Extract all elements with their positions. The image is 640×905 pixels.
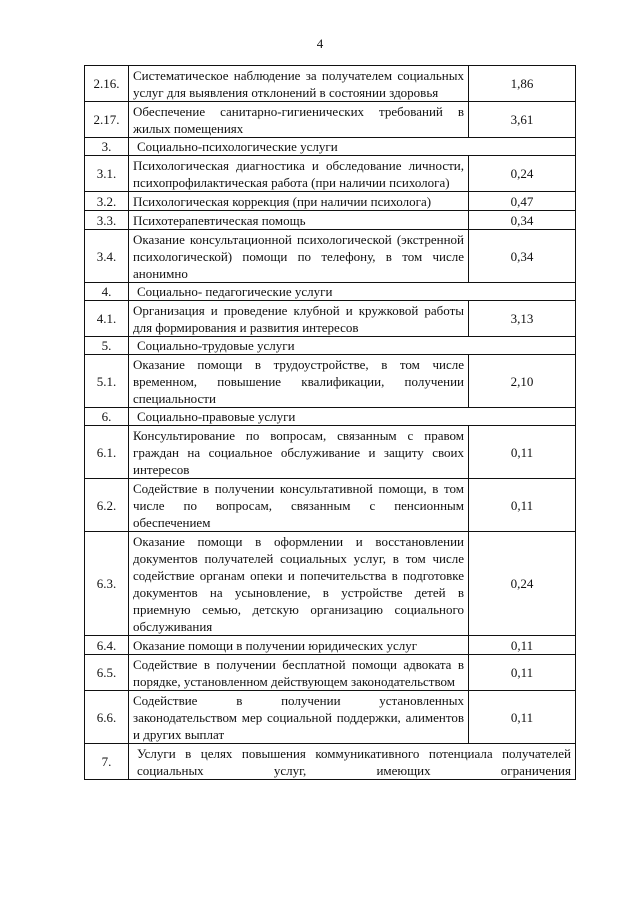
row-number: 3.1. bbox=[85, 156, 129, 192]
section-title: Услуги в целях повышения коммуникативного потенциала получателей социальных услуг, имеющих ограничения bbox=[129, 744, 576, 780]
service-row bbox=[85, 230, 576, 283]
service-row bbox=[85, 355, 576, 408]
service-row bbox=[85, 66, 576, 102]
page-number: 4 bbox=[316, 36, 324, 51]
service-row bbox=[85, 102, 576, 138]
service-value: 0,34 bbox=[469, 211, 576, 230]
service-row bbox=[85, 211, 576, 230]
service-value: 2,10 bbox=[469, 355, 576, 408]
row-number: 3.4. bbox=[85, 230, 129, 283]
row-number: 3. bbox=[85, 138, 129, 156]
section-row bbox=[85, 283, 576, 301]
section-row bbox=[85, 138, 576, 156]
row-number: 3.3. bbox=[85, 211, 129, 230]
service-value: 3,13 bbox=[469, 301, 576, 337]
service-value: 0,24 bbox=[469, 156, 576, 192]
service-value: 0,11 bbox=[469, 426, 576, 479]
service-name: Психотерапевтическая помощь bbox=[129, 211, 469, 230]
service-value: 1,86 bbox=[469, 66, 576, 102]
row-number: 6.5. bbox=[85, 655, 129, 691]
row-number: 7. bbox=[85, 744, 129, 780]
service-row bbox=[85, 691, 576, 744]
service-row bbox=[85, 192, 576, 211]
row-number: 6.4. bbox=[85, 636, 129, 655]
service-value: 0,11 bbox=[469, 655, 576, 691]
row-number: 4.1. bbox=[85, 301, 129, 337]
section-title: Социально-трудовые услуги bbox=[129, 337, 576, 355]
service-value: 0,34 bbox=[469, 230, 576, 283]
service-value: 0,47 bbox=[469, 192, 576, 211]
row-number: 6.3. bbox=[85, 532, 129, 636]
services-table-body bbox=[85, 66, 576, 780]
row-number: 5. bbox=[85, 337, 129, 355]
service-row bbox=[85, 156, 576, 192]
row-number: 4. bbox=[85, 283, 129, 301]
service-name: Содействие в получении установленных законодательством мер социальной поддержки, алиментов и других выплат bbox=[129, 691, 469, 744]
row-number: 2.16. bbox=[85, 66, 129, 102]
service-value: 0,11 bbox=[469, 479, 576, 532]
service-value: 0,11 bbox=[469, 691, 576, 744]
row-number: 6. bbox=[85, 408, 129, 426]
service-row bbox=[85, 532, 576, 636]
service-name: Содействие в получении консультативной помощи, в том числе по вопросам, связанным с пенсионным обеспечением bbox=[129, 479, 469, 532]
section-title: Социально- педагогические услуги bbox=[129, 283, 576, 301]
row-number: 6.2. bbox=[85, 479, 129, 532]
service-name: Оказание помощи в получении юридических услуг bbox=[129, 636, 469, 655]
service-value: 3,61 bbox=[469, 102, 576, 138]
section-title: Социально-правовые услуги bbox=[129, 408, 576, 426]
service-name: Психологическая коррекция (при наличии психолога) bbox=[129, 192, 469, 211]
services-table bbox=[84, 65, 576, 780]
service-value: 0,11 bbox=[469, 636, 576, 655]
service-name: Оказание помощи в оформлении и восстановлении документов получателей социальных услуг, в том числе содействие органам опеки и попечительства в подготовке документов на усыновление, в устройстве детей в приемную семью, детскую организацию социального обслуживания bbox=[129, 532, 469, 636]
row-number: 3.2. bbox=[85, 192, 129, 211]
service-name: Консультирование по вопросам, связанным с правом граждан на социальное обслуживание и защиту своих интересов bbox=[129, 426, 469, 479]
service-row bbox=[85, 479, 576, 532]
row-number: 6.6. bbox=[85, 691, 129, 744]
service-row bbox=[85, 301, 576, 337]
service-name: Оказание консультационной психологической (экстренной психологической) помощи по телефону, в том числе анонимно bbox=[129, 230, 469, 283]
service-name: Содействие в получении бесплатной помощи адвоката в порядке, установленном действующем законодательством bbox=[129, 655, 469, 691]
section-title: Социально-психологические услуги bbox=[129, 138, 576, 156]
row-number: 6.1. bbox=[85, 426, 129, 479]
service-row bbox=[85, 636, 576, 655]
section-row bbox=[85, 408, 576, 426]
service-value: 0,24 bbox=[469, 532, 576, 636]
service-name: Обеспечение санитарно-гигиенических требований в жилых помещениях bbox=[129, 102, 469, 138]
service-row bbox=[85, 655, 576, 691]
service-name: Психологическая диагностика и обследование личности, психопрофилактическая работа (при наличии психолога) bbox=[129, 156, 469, 192]
service-name: Организация и проведение клубной и кружковой работы для формирования и развития интересов bbox=[129, 301, 469, 337]
row-number: 5.1. bbox=[85, 355, 129, 408]
service-row bbox=[85, 426, 576, 479]
service-name: Оказание помощи в трудоустройстве, в том числе временном, повышение квалификации, получении специальности bbox=[129, 355, 469, 408]
section-row bbox=[85, 337, 576, 355]
row-number: 2.17. bbox=[85, 102, 129, 138]
section-row bbox=[85, 744, 576, 780]
service-name: Систематическое наблюдение за получателем социальных услуг для выявления отклонений в состоянии здоровья bbox=[129, 66, 469, 102]
